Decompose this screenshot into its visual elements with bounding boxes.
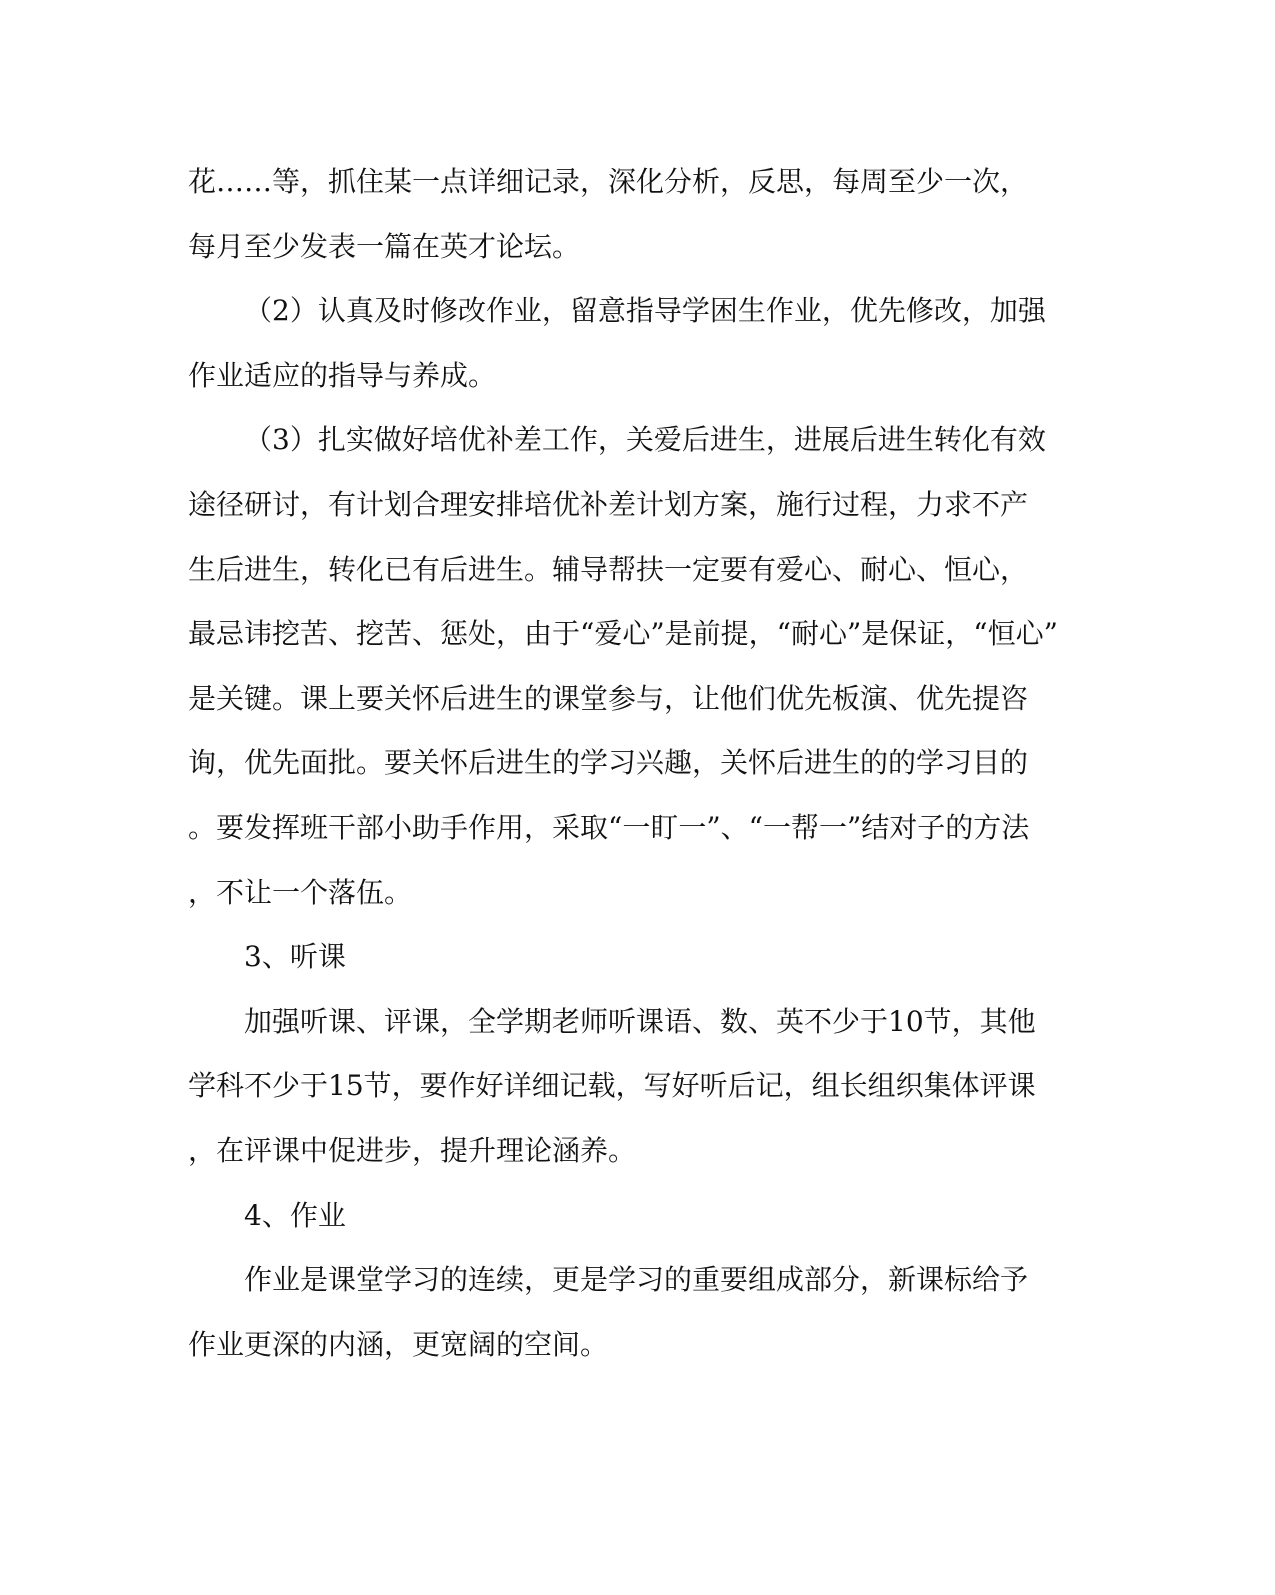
text-line: 途径研讨，有计划合理安排培优补差计划方案，施行过程，力求不产 (188, 487, 1029, 521)
text-line: 。要发挥班干部小助手作用，采取“一盯一”、“一帮一”结对子的方法 (188, 810, 1030, 844)
text-line: 是关键。课上要关怀后进生的课堂参与，让他们优先板演、优先提咨 (188, 681, 1029, 715)
text-line: 学科不少于15节，要作好详细记载，写好听后记，组长组织集体评课 (188, 1069, 1036, 1103)
text-line: 生后进生，转化已有后进生。辅导帮扶一定要有爱心、耐心、恒心， (188, 552, 1029, 586)
text-line: 作业适应的指导与养成。 (188, 358, 497, 392)
text-line: （2）认真及时修改作业，留意指导学困生作业，优先修改，加强 (244, 294, 1046, 328)
text-line: 每月至少发表一篇在英才论坛。 (188, 229, 581, 263)
text-line: 作业是课堂学习的连续，更是学习的重要组成部分，新课标给予 (244, 1263, 1029, 1297)
text-line: 最忌讳挖苦、挖苦、惩处，由于“爱心”是前提，“耐心”是保证，“恒心” (188, 617, 1058, 651)
text-line: 询，优先面批。要关怀后进生的学习兴趣，关怀后进生的的学习目的 (188, 746, 1029, 780)
text-line: 花……等，抓住某一点详细记录，深化分析，反思，每周至少一次， (188, 165, 1029, 198)
text-line: ，在评课中促进步，提升理论涵养。 (188, 1133, 637, 1167)
section-heading: 3、听课 (244, 940, 346, 974)
text-line: 加强听课、评课，全学期老师听课语、数、英不少于10节，其他 (244, 1004, 1036, 1038)
document-body (188, 150, 1068, 1377)
text-line: ，不让一个落伍。 (188, 875, 413, 909)
section-heading: 4、作业 (244, 1198, 346, 1232)
text-line: 作业更深的内涵，更宽阔的空间。 (188, 1327, 609, 1361)
text-line: （3）扎实做好培优补差工作，关爱后进生，进展后进生转化有效 (244, 423, 1046, 457)
